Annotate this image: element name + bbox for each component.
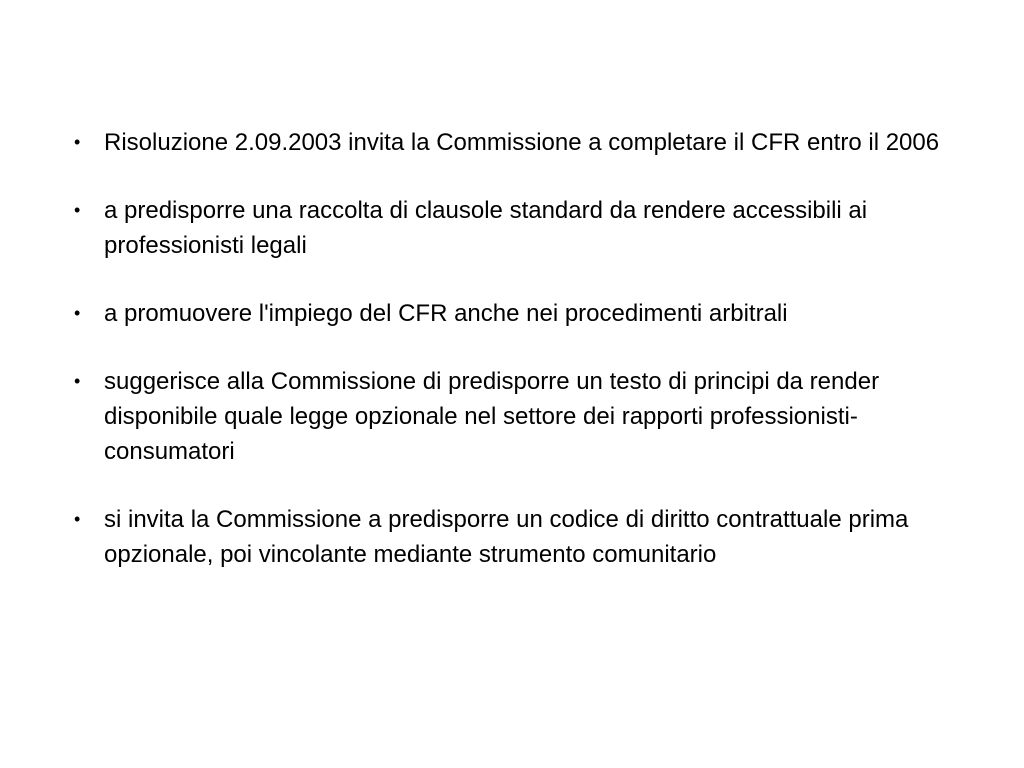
bullet-icon: •: [74, 132, 81, 152]
bullet-item: [68, 364, 968, 469]
bullet-icon: •: [74, 200, 81, 220]
bullet-icon: •: [74, 509, 81, 529]
bullet-item: [68, 502, 968, 572]
bullet-icon: •: [74, 371, 81, 391]
bullet-text: Risoluzione 2.09.2003 invita la Commissione a completare il CFR entro il 2006: [104, 129, 940, 156]
bullet-list: [68, 125, 968, 605]
bullet-item: [68, 125, 968, 160]
bullet-text: a promuovere l'impiego del CFR anche nei procedimenti arbitrali: [104, 300, 788, 327]
bullet-text: a predisporre una raccolta di clausole standard da rendere accessibili ai professionisti legali: [104, 197, 868, 259]
bullet-text: si invita la Commissione a predisporre un codice di diritto contrattuale prima opzionale, poi vincolante mediante strumento comunitario: [104, 506, 909, 568]
bullet-item: [68, 193, 968, 263]
bullet-icon: •: [74, 303, 81, 323]
bullet-item: [68, 296, 968, 331]
bullet-text: suggerisce alla Commissione di predisporre un testo di principi da render disponibile quale legge opzionale nel settore dei rapporti professionisti- consumatori: [104, 368, 880, 465]
